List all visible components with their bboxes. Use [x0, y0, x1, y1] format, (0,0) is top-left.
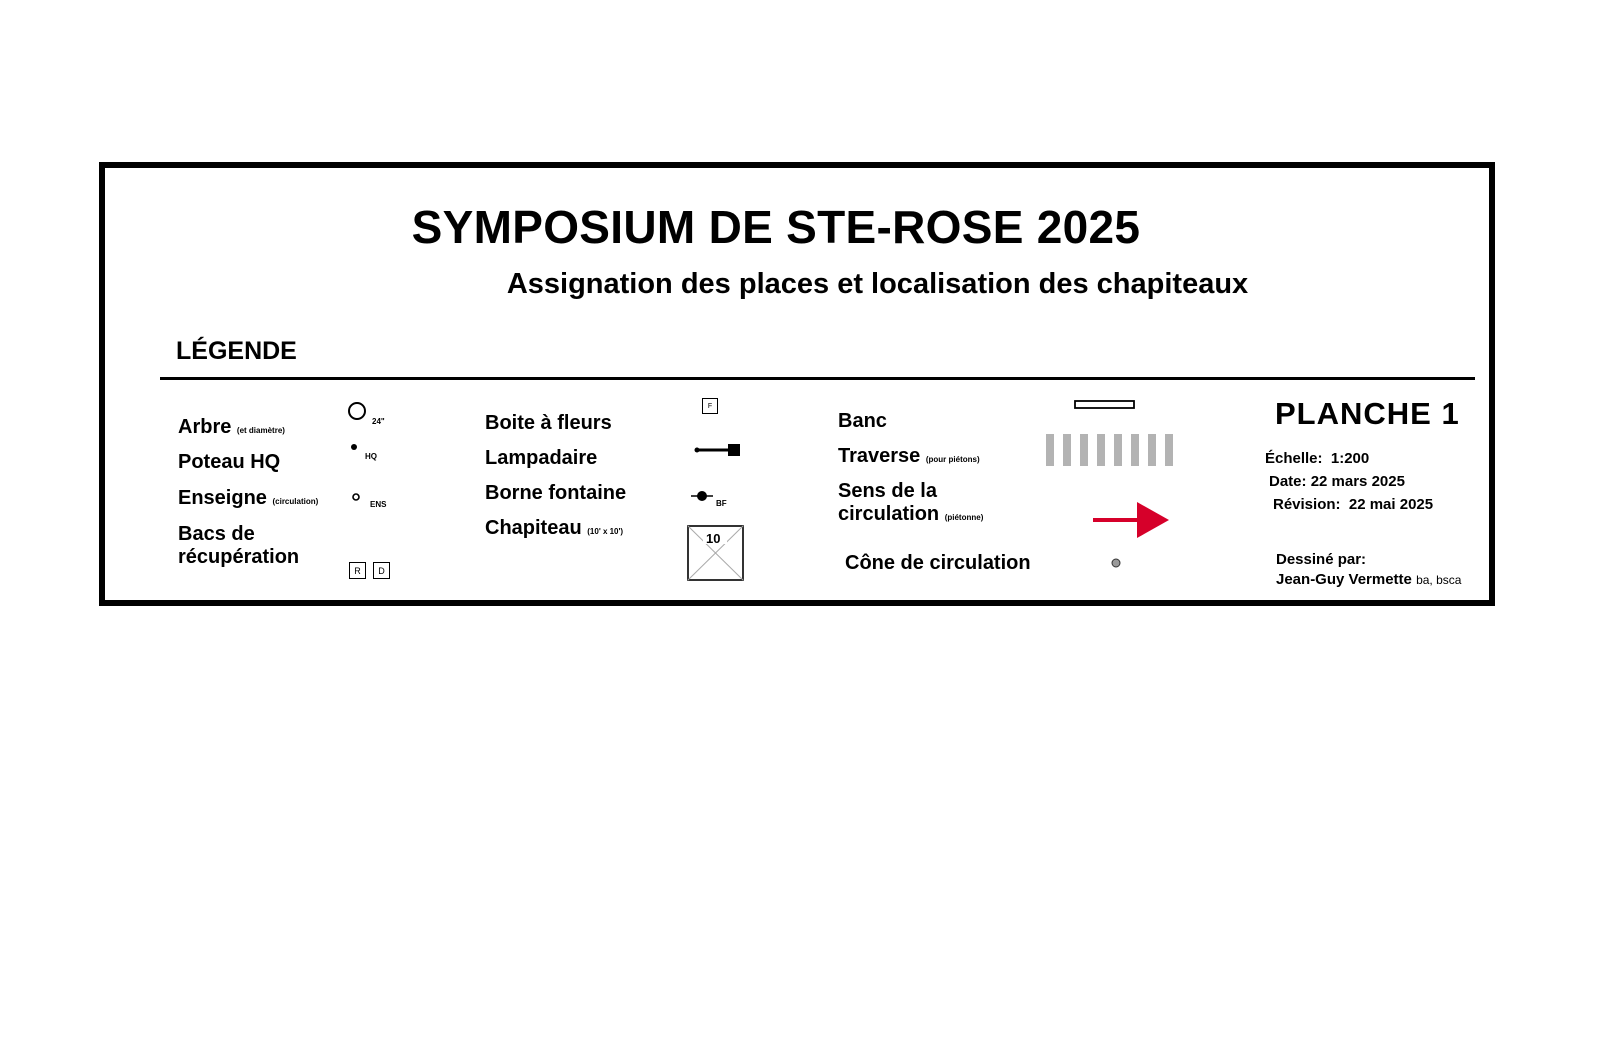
- legend-item-sens: [838, 480, 983, 529]
- legend-item-borne: Borne fontaine: [485, 482, 627, 504]
- arbre-label: Arbre: [178, 416, 232, 438]
- utility-pole-icon: [350, 443, 358, 451]
- sens-label-line1: Sens de la: [838, 480, 937, 502]
- revision-value: 22 mai 2025: [1348, 496, 1434, 513]
- page-title: SYMPOSIUM DE STE-ROSE 2025: [411, 201, 1141, 253]
- pole-tag: HQ: [365, 452, 377, 461]
- sign-icon: [351, 492, 361, 502]
- sheet-number: PLANCHE 1: [1275, 396, 1460, 431]
- bacs-label-line2: récupération: [178, 546, 300, 568]
- arbre-note: (et diamètre): [236, 426, 285, 435]
- scale-line: [1265, 450, 1369, 467]
- hydrant-tag: BF: [716, 499, 727, 508]
- drawn-by-label: Dessiné par:: [1276, 551, 1367, 568]
- legend-item-enseigne: [178, 487, 318, 513]
- page-subtitle: Assignation des places et localisation des chapiteaux: [506, 268, 1249, 300]
- legend-item-poteau: Poteau HQ: [178, 451, 281, 473]
- flower-box-icon: F: [702, 398, 718, 414]
- legend-item-boite: Boite à fleurs: [485, 412, 612, 434]
- chapiteau-label: Chapiteau: [485, 517, 582, 539]
- legend-item-chapiteau: [485, 517, 623, 543]
- traverse-label: Traverse: [838, 445, 921, 467]
- traffic-cone-icon: [1110, 557, 1122, 569]
- tree-icon: [346, 400, 368, 422]
- enseigne-note: (circulation): [272, 497, 319, 506]
- recycling-bin-d-icon: D: [373, 562, 390, 579]
- bench-icon: [1074, 400, 1136, 410]
- enseigne-label: Enseigne: [178, 487, 267, 509]
- author-line: [1276, 571, 1461, 588]
- traverse-note: (pour piétons): [925, 455, 980, 464]
- legend-item-arbre: [178, 416, 285, 442]
- fire-hydrant-icon: [690, 489, 714, 503]
- scale-value: 1:200: [1330, 450, 1370, 467]
- arrow-right-icon: [1093, 501, 1171, 539]
- street-lamp-icon: [694, 443, 742, 457]
- scale-label: Échelle:: [1265, 450, 1323, 467]
- date-label: Date:: [1269, 473, 1307, 490]
- revision-line: [1273, 496, 1433, 513]
- author-suffix: ba, bsca: [1416, 573, 1462, 587]
- recycling-bin-r-icon: R: [349, 562, 366, 579]
- revision-label: Révision:: [1273, 496, 1341, 513]
- tent-number: 10: [706, 531, 721, 546]
- tree-tag: 24": [372, 417, 385, 426]
- legend-item-bacs: [178, 523, 299, 569]
- date-line: [1269, 473, 1405, 490]
- legend-heading: LÉGENDE: [176, 337, 297, 365]
- author-name: Jean-Guy Vermette: [1276, 571, 1412, 588]
- bacs-label-line1: Bacs de: [178, 523, 255, 545]
- legend-item-lampadaire: Lampadaire: [485, 447, 598, 469]
- sens-note: (piétonne): [944, 513, 984, 522]
- crosswalk-icon: [1046, 434, 1174, 466]
- legend-divider: [160, 377, 1475, 380]
- legend-item-traverse: [838, 445, 980, 471]
- chapiteau-note: (10' x 10'): [587, 527, 624, 536]
- date-value: 22 mars 2025: [1310, 473, 1405, 490]
- sign-tag: ENS: [370, 500, 387, 509]
- legend-item-cone: Cône de circulation: [845, 552, 1031, 574]
- sens-label-line2: circulation: [838, 503, 940, 525]
- legend-item-banc: Banc: [838, 410, 887, 432]
